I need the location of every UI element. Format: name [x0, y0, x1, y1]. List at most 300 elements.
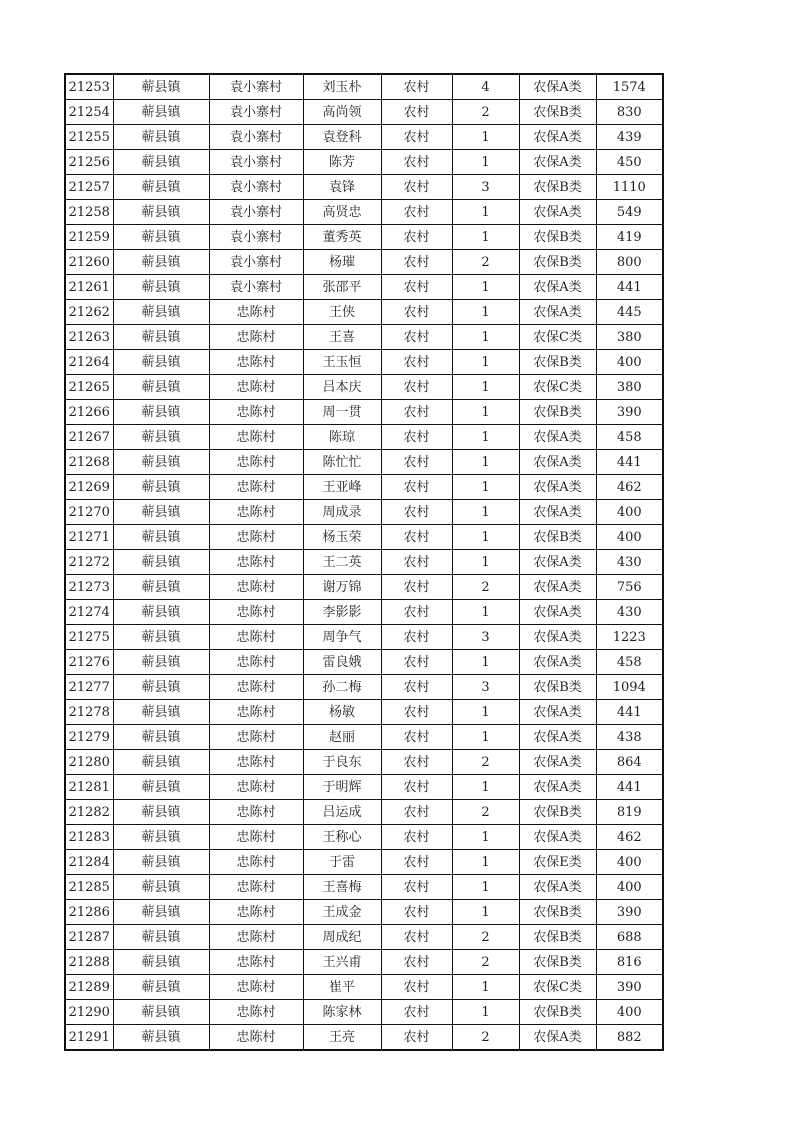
cell-village: 袁小寨村 — [209, 175, 303, 200]
cell-village: 忠陈村 — [209, 950, 303, 975]
cell-count: 1 — [452, 775, 519, 800]
cell-town: 蕲县镇 — [113, 150, 209, 175]
table-row — [65, 375, 663, 400]
table-row — [65, 275, 663, 300]
table-row — [65, 1025, 663, 1051]
cell-residence: 农村 — [381, 900, 452, 925]
table-row — [65, 400, 663, 425]
cell-amount: 445 — [596, 300, 663, 325]
cell-amount: 380 — [596, 375, 663, 400]
cell-category: 农保B类 — [519, 100, 596, 125]
cell-count: 1 — [452, 975, 519, 1000]
cell-name: 李影影 — [303, 600, 381, 625]
cell-serial: 21274 — [65, 600, 113, 625]
cell-amount: 450 — [596, 150, 663, 175]
cell-village: 忠陈村 — [209, 925, 303, 950]
cell-residence: 农村 — [381, 875, 452, 900]
cell-amount: 819 — [596, 800, 663, 825]
table-body — [65, 74, 663, 1050]
cell-category: 农保A类 — [519, 300, 596, 325]
cell-category: 农保E类 — [519, 850, 596, 875]
cell-count: 1 — [452, 225, 519, 250]
table-row — [65, 300, 663, 325]
cell-residence: 农村 — [381, 975, 452, 1000]
cell-serial: 21270 — [65, 500, 113, 525]
cell-residence: 农村 — [381, 450, 452, 475]
cell-count: 1 — [452, 350, 519, 375]
cell-village: 忠陈村 — [209, 600, 303, 625]
cell-name: 于雷 — [303, 850, 381, 875]
cell-village: 忠陈村 — [209, 500, 303, 525]
cell-residence: 农村 — [381, 1025, 452, 1051]
table-row — [65, 850, 663, 875]
cell-name: 周成纪 — [303, 925, 381, 950]
cell-name: 周成录 — [303, 500, 381, 525]
cell-serial: 21291 — [65, 1025, 113, 1051]
table-row — [65, 750, 663, 775]
table-sheet — [64, 73, 664, 1051]
cell-category: 农保B类 — [519, 350, 596, 375]
table-row — [65, 250, 663, 275]
cell-town: 蕲县镇 — [113, 525, 209, 550]
cell-village: 忠陈村 — [209, 300, 303, 325]
cell-serial: 21269 — [65, 475, 113, 500]
cell-residence: 农村 — [381, 725, 452, 750]
cell-town: 蕲县镇 — [113, 625, 209, 650]
cell-count: 3 — [452, 675, 519, 700]
cell-amount: 400 — [596, 875, 663, 900]
cell-category: 农保B类 — [519, 225, 596, 250]
cell-amount: 462 — [596, 475, 663, 500]
cell-amount: 1223 — [596, 625, 663, 650]
cell-serial: 21271 — [65, 525, 113, 550]
cell-town: 蕲县镇 — [113, 375, 209, 400]
cell-serial: 21280 — [65, 750, 113, 775]
cell-residence: 农村 — [381, 100, 452, 125]
cell-amount: 441 — [596, 275, 663, 300]
table-row — [65, 150, 663, 175]
cell-town: 蕲县镇 — [113, 400, 209, 425]
cell-count: 2 — [452, 100, 519, 125]
cell-serial: 21285 — [65, 875, 113, 900]
cell-name: 孙二梅 — [303, 675, 381, 700]
cell-village: 袁小寨村 — [209, 225, 303, 250]
cell-residence: 农村 — [381, 200, 452, 225]
cell-name: 王亮 — [303, 1025, 381, 1051]
cell-amount: 458 — [596, 425, 663, 450]
cell-count: 2 — [452, 800, 519, 825]
cell-name: 谢万锦 — [303, 575, 381, 600]
cell-town: 蕲县镇 — [113, 74, 209, 100]
cell-village: 袁小寨村 — [209, 200, 303, 225]
cell-category: 农保A类 — [519, 150, 596, 175]
cell-town: 蕲县镇 — [113, 300, 209, 325]
cell-residence: 农村 — [381, 800, 452, 825]
cell-category: 农保A类 — [519, 125, 596, 150]
cell-name: 王喜 — [303, 325, 381, 350]
cell-residence: 农村 — [381, 1000, 452, 1025]
cell-village: 忠陈村 — [209, 625, 303, 650]
cell-count: 2 — [452, 750, 519, 775]
cell-category: 农保A类 — [519, 550, 596, 575]
cell-name: 王侠 — [303, 300, 381, 325]
cell-count: 3 — [452, 625, 519, 650]
cell-serial: 21281 — [65, 775, 113, 800]
cell-category: 农保A类 — [519, 725, 596, 750]
cell-village: 忠陈村 — [209, 550, 303, 575]
cell-town: 蕲县镇 — [113, 825, 209, 850]
cell-village: 袁小寨村 — [209, 250, 303, 275]
cell-residence: 农村 — [381, 500, 452, 525]
cell-serial: 21268 — [65, 450, 113, 475]
table-row — [65, 800, 663, 825]
cell-residence: 农村 — [381, 750, 452, 775]
cell-serial: 21272 — [65, 550, 113, 575]
table-row — [65, 475, 663, 500]
cell-count: 1 — [452, 875, 519, 900]
table-row — [65, 325, 663, 350]
cell-town: 蕲县镇 — [113, 100, 209, 125]
table-row — [65, 825, 663, 850]
cell-name: 张邵平 — [303, 275, 381, 300]
cell-town: 蕲县镇 — [113, 775, 209, 800]
table-row — [65, 875, 663, 900]
cell-category: 农保B类 — [519, 925, 596, 950]
cell-amount: 390 — [596, 975, 663, 1000]
cell-category: 农保A类 — [519, 625, 596, 650]
cell-residence: 农村 — [381, 375, 452, 400]
cell-town: 蕲县镇 — [113, 650, 209, 675]
cell-town: 蕲县镇 — [113, 325, 209, 350]
cell-count: 1 — [452, 600, 519, 625]
table-row — [65, 950, 663, 975]
cell-category: 农保B类 — [519, 1000, 596, 1025]
cell-count: 3 — [452, 175, 519, 200]
cell-count: 1 — [452, 1000, 519, 1025]
cell-village: 袁小寨村 — [209, 150, 303, 175]
cell-village: 忠陈村 — [209, 775, 303, 800]
cell-serial: 21282 — [65, 800, 113, 825]
cell-count: 1 — [452, 125, 519, 150]
cell-residence: 农村 — [381, 650, 452, 675]
cell-amount: 756 — [596, 575, 663, 600]
cell-count: 1 — [452, 900, 519, 925]
cell-count: 1 — [452, 475, 519, 500]
cell-category: 农保A类 — [519, 425, 596, 450]
cell-serial: 21286 — [65, 900, 113, 925]
cell-serial: 21278 — [65, 700, 113, 725]
cell-village: 忠陈村 — [209, 450, 303, 475]
cell-serial: 21266 — [65, 400, 113, 425]
cell-town: 蕲县镇 — [113, 725, 209, 750]
table-row — [65, 775, 663, 800]
cell-count: 1 — [452, 425, 519, 450]
table-row — [65, 975, 663, 1000]
cell-name: 袁登科 — [303, 125, 381, 150]
cell-village: 袁小寨村 — [209, 125, 303, 150]
cell-amount: 400 — [596, 350, 663, 375]
cell-name: 董秀英 — [303, 225, 381, 250]
table-row — [65, 725, 663, 750]
cell-residence: 农村 — [381, 125, 452, 150]
cell-count: 2 — [452, 925, 519, 950]
cell-village: 忠陈村 — [209, 650, 303, 675]
cell-category: 农保B类 — [519, 525, 596, 550]
cell-town: 蕲县镇 — [113, 975, 209, 1000]
cell-name: 袁锋 — [303, 175, 381, 200]
cell-category: 农保C类 — [519, 325, 596, 350]
cell-village: 忠陈村 — [209, 1025, 303, 1051]
cell-town: 蕲县镇 — [113, 125, 209, 150]
cell-amount: 864 — [596, 750, 663, 775]
cell-village: 袁小寨村 — [209, 275, 303, 300]
cell-village: 忠陈村 — [209, 475, 303, 500]
cell-residence: 农村 — [381, 475, 452, 500]
cell-count: 1 — [452, 275, 519, 300]
cell-amount: 419 — [596, 225, 663, 250]
cell-category: 农保B类 — [519, 950, 596, 975]
cell-count: 1 — [452, 825, 519, 850]
cell-residence: 农村 — [381, 600, 452, 625]
cell-name: 陈芳 — [303, 150, 381, 175]
cell-amount: 400 — [596, 1000, 663, 1025]
cell-serial: 21275 — [65, 625, 113, 650]
cell-town: 蕲县镇 — [113, 675, 209, 700]
cell-residence: 农村 — [381, 950, 452, 975]
table-row — [65, 225, 663, 250]
cell-amount: 882 — [596, 1025, 663, 1051]
cell-category: 农保A类 — [519, 650, 596, 675]
table-row — [65, 575, 663, 600]
cell-amount: 430 — [596, 550, 663, 575]
cell-residence: 农村 — [381, 625, 452, 650]
cell-count: 1 — [452, 525, 519, 550]
cell-count: 2 — [452, 1025, 519, 1051]
cell-serial: 21260 — [65, 250, 113, 275]
cell-village: 忠陈村 — [209, 375, 303, 400]
table-row — [65, 450, 663, 475]
cell-village: 忠陈村 — [209, 425, 303, 450]
cell-category: 农保A类 — [519, 450, 596, 475]
cell-amount: 400 — [596, 525, 663, 550]
cell-village: 袁小寨村 — [209, 100, 303, 125]
cell-town: 蕲县镇 — [113, 1000, 209, 1025]
cell-residence: 农村 — [381, 825, 452, 850]
cell-count: 1 — [452, 200, 519, 225]
table-row — [65, 125, 663, 150]
cell-town: 蕲县镇 — [113, 200, 209, 225]
cell-village: 忠陈村 — [209, 525, 303, 550]
cell-category: 农保A类 — [519, 600, 596, 625]
cell-residence: 农村 — [381, 325, 452, 350]
cell-serial: 21255 — [65, 125, 113, 150]
cell-town: 蕲县镇 — [113, 500, 209, 525]
cell-count: 2 — [452, 575, 519, 600]
cell-town: 蕲县镇 — [113, 600, 209, 625]
cell-name: 王亚峰 — [303, 475, 381, 500]
cell-category: 农保B类 — [519, 675, 596, 700]
cell-category: 农保C类 — [519, 375, 596, 400]
cell-amount: 441 — [596, 700, 663, 725]
cell-category: 农保A类 — [519, 575, 596, 600]
cell-town: 蕲县镇 — [113, 250, 209, 275]
cell-town: 蕲县镇 — [113, 925, 209, 950]
table-row — [65, 600, 663, 625]
cell-residence: 农村 — [381, 700, 452, 725]
cell-category: 农保A类 — [519, 74, 596, 100]
table-row — [65, 200, 663, 225]
cell-name: 杨敏 — [303, 700, 381, 725]
cell-amount: 462 — [596, 825, 663, 850]
cell-serial: 21259 — [65, 225, 113, 250]
cell-serial: 21277 — [65, 675, 113, 700]
cell-amount: 390 — [596, 900, 663, 925]
cell-name: 刘玉朴 — [303, 74, 381, 100]
cell-amount: 441 — [596, 775, 663, 800]
cell-amount: 438 — [596, 725, 663, 750]
cell-category: 农保B类 — [519, 175, 596, 200]
table-row — [65, 100, 663, 125]
cell-residence: 农村 — [381, 150, 452, 175]
records-table — [64, 73, 664, 1051]
cell-name: 王兴甫 — [303, 950, 381, 975]
cell-serial: 21287 — [65, 925, 113, 950]
cell-town: 蕲县镇 — [113, 350, 209, 375]
cell-residence: 农村 — [381, 850, 452, 875]
cell-category: 农保A类 — [519, 775, 596, 800]
table-row — [65, 74, 663, 100]
cell-town: 蕲县镇 — [113, 275, 209, 300]
cell-serial: 21261 — [65, 275, 113, 300]
cell-name: 陈家林 — [303, 1000, 381, 1025]
cell-count: 1 — [452, 550, 519, 575]
cell-category: 农保A类 — [519, 825, 596, 850]
table-row — [65, 350, 663, 375]
cell-town: 蕲县镇 — [113, 950, 209, 975]
cell-name: 于明辉 — [303, 775, 381, 800]
cell-village: 忠陈村 — [209, 700, 303, 725]
cell-amount: 800 — [596, 250, 663, 275]
cell-amount: 400 — [596, 850, 663, 875]
cell-residence: 农村 — [381, 575, 452, 600]
cell-name: 周一贯 — [303, 400, 381, 425]
cell-serial: 21283 — [65, 825, 113, 850]
cell-category: 农保A类 — [519, 500, 596, 525]
cell-name: 杨玉荣 — [303, 525, 381, 550]
cell-amount: 439 — [596, 125, 663, 150]
cell-serial: 21288 — [65, 950, 113, 975]
cell-category: 农保A类 — [519, 750, 596, 775]
cell-village: 忠陈村 — [209, 850, 303, 875]
cell-count: 1 — [452, 150, 519, 175]
cell-name: 崔平 — [303, 975, 381, 1000]
cell-category: 农保A类 — [519, 475, 596, 500]
cell-count: 1 — [452, 375, 519, 400]
cell-residence: 农村 — [381, 74, 452, 100]
cell-name: 王成金 — [303, 900, 381, 925]
cell-village: 袁小寨村 — [209, 74, 303, 100]
cell-name: 于良东 — [303, 750, 381, 775]
cell-town: 蕲县镇 — [113, 1025, 209, 1051]
cell-village: 忠陈村 — [209, 675, 303, 700]
cell-serial: 21263 — [65, 325, 113, 350]
cell-category: 农保B类 — [519, 900, 596, 925]
table-row — [65, 900, 663, 925]
cell-village: 忠陈村 — [209, 350, 303, 375]
cell-count: 1 — [452, 400, 519, 425]
cell-amount: 380 — [596, 325, 663, 350]
cell-residence: 农村 — [381, 550, 452, 575]
cell-town: 蕲县镇 — [113, 900, 209, 925]
cell-name: 王二英 — [303, 550, 381, 575]
table-row — [65, 175, 663, 200]
table-row — [65, 675, 663, 700]
cell-amount: 816 — [596, 950, 663, 975]
cell-amount: 400 — [596, 500, 663, 525]
cell-category: 农保A类 — [519, 200, 596, 225]
cell-residence: 农村 — [381, 300, 452, 325]
cell-town: 蕲县镇 — [113, 450, 209, 475]
cell-amount: 458 — [596, 650, 663, 675]
cell-count: 1 — [452, 500, 519, 525]
cell-town: 蕲县镇 — [113, 475, 209, 500]
cell-residence: 农村 — [381, 350, 452, 375]
cell-name: 雷良娥 — [303, 650, 381, 675]
cell-amount: 688 — [596, 925, 663, 950]
cell-serial: 21257 — [65, 175, 113, 200]
cell-residence: 农村 — [381, 225, 452, 250]
cell-amount: 549 — [596, 200, 663, 225]
cell-serial: 21290 — [65, 1000, 113, 1025]
cell-town: 蕲县镇 — [113, 225, 209, 250]
cell-count: 1 — [452, 700, 519, 725]
cell-town: 蕲县镇 — [113, 850, 209, 875]
cell-serial: 21289 — [65, 975, 113, 1000]
cell-town: 蕲县镇 — [113, 875, 209, 900]
cell-amount: 1094 — [596, 675, 663, 700]
cell-town: 蕲县镇 — [113, 425, 209, 450]
cell-count: 1 — [452, 725, 519, 750]
cell-name: 周争气 — [303, 625, 381, 650]
cell-serial: 21264 — [65, 350, 113, 375]
cell-name: 陈琼 — [303, 425, 381, 450]
cell-amount: 441 — [596, 450, 663, 475]
cell-residence: 农村 — [381, 775, 452, 800]
cell-count: 1 — [452, 650, 519, 675]
cell-serial: 21267 — [65, 425, 113, 450]
cell-town: 蕲县镇 — [113, 175, 209, 200]
cell-name: 赵丽 — [303, 725, 381, 750]
cell-category: 农保A类 — [519, 275, 596, 300]
cell-residence: 农村 — [381, 675, 452, 700]
cell-category: 农保A类 — [519, 700, 596, 725]
table-row — [65, 1000, 663, 1025]
table-row — [65, 925, 663, 950]
cell-serial: 21284 — [65, 850, 113, 875]
cell-category: 农保A类 — [519, 875, 596, 900]
cell-residence: 农村 — [381, 525, 452, 550]
cell-count: 2 — [452, 250, 519, 275]
cell-town: 蕲县镇 — [113, 550, 209, 575]
cell-residence: 农村 — [381, 275, 452, 300]
cell-name: 吕运成 — [303, 800, 381, 825]
cell-serial: 21273 — [65, 575, 113, 600]
cell-name: 高尚领 — [303, 100, 381, 125]
cell-category: 农保C类 — [519, 975, 596, 1000]
cell-name: 陈忙忙 — [303, 450, 381, 475]
cell-village: 忠陈村 — [209, 975, 303, 1000]
cell-serial: 21262 — [65, 300, 113, 325]
